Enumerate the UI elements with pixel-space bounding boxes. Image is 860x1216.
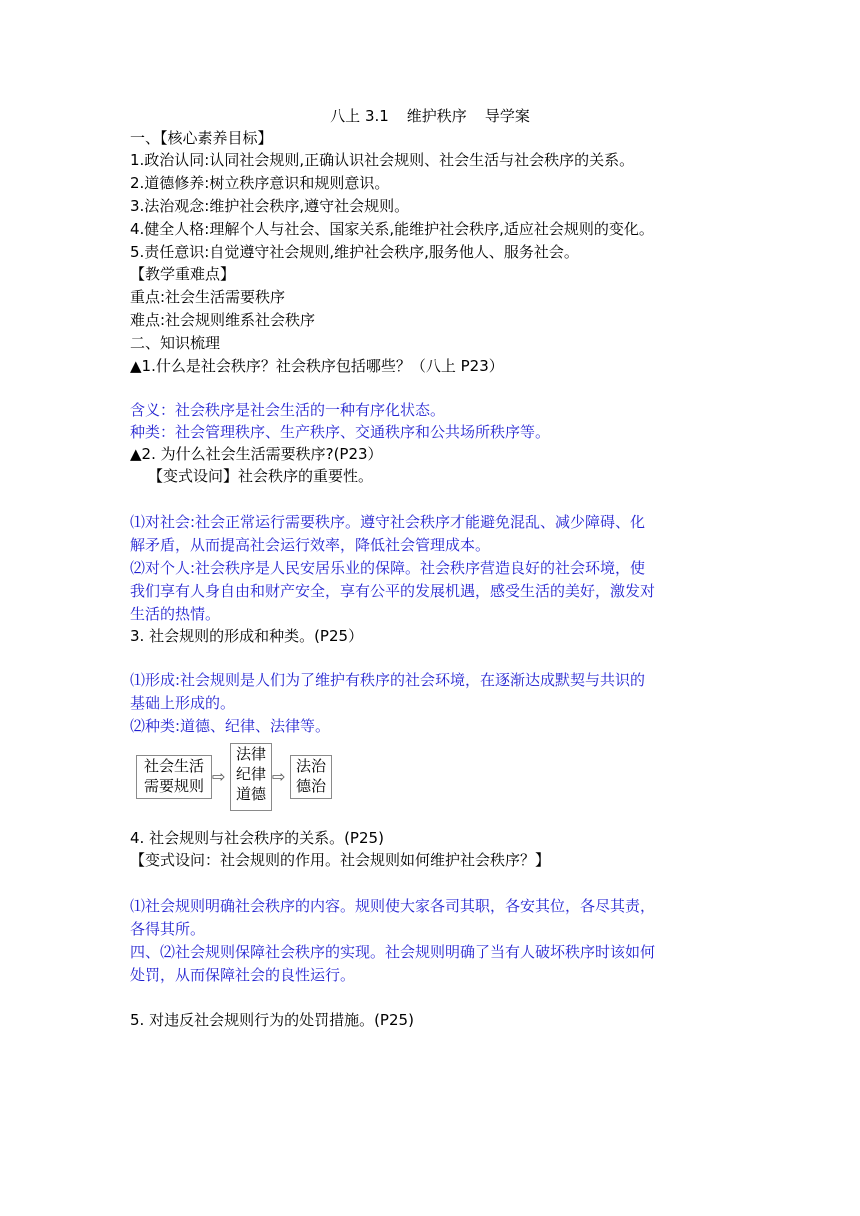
- goal-item: 5.责任意识:自觉遵守社会规则,维护社会秩序,服务他人、服务社会。: [130, 243, 579, 261]
- document-title: [0, 106, 860, 126]
- q3-answer: ⑴形成:社会规则是人们为了维护有秩序的社会环境，在逐渐达成默契与共识的: [130, 671, 646, 689]
- goal-item: 4.健全人格:理解个人与社会、国家关系,能维护社会秩序,适应社会规则的变化。: [130, 220, 654, 238]
- goal-item: 1.政治认同:认同社会规则,正确认识社会规则、社会生活与社会秩序的关系。: [130, 151, 635, 169]
- arrow-right-icon: ⇨: [212, 767, 226, 786]
- goal-item: 2.道德修养:树立秩序意识和规则意识。: [130, 174, 390, 192]
- title-code: 八上 3.1: [330, 107, 389, 125]
- section1-heading: 一、【核心素养目标】: [130, 129, 273, 147]
- q1-answer: 种类：社会管理秩序、生产秩序、交通秩序和公共场所秩序等。: [130, 423, 551, 441]
- q1-answer: 含义：社会秩序是社会生活的一种有序化状态。: [130, 401, 446, 419]
- q4-answer: 四、⑵社会规则保障社会秩序的实现。社会规则明确了当有人破坏秩序时该如何: [130, 943, 656, 961]
- q4-answer: 各得其所。: [130, 920, 206, 938]
- q3-answer: 基础上形成的。: [130, 694, 236, 712]
- diagram-box-rules-needed: 社会生活 需要规则: [136, 755, 212, 799]
- q1-question: ▲1.什么是社会秩序？社会秩序包括哪些？（八上 P23）: [130, 357, 504, 375]
- q4-answer: 处罚，从而保障社会的良性运行。: [130, 966, 356, 984]
- q2-variant: 【变式设问】社会秩序的重要性。: [148, 467, 374, 485]
- q3-question: 3. 社会规则的形成和种类。(P25）: [130, 627, 364, 645]
- q4-question: 4. 社会规则与社会秩序的关系。(P25): [130, 829, 384, 847]
- q2-answer: 生活的热情。: [130, 605, 221, 623]
- q4-variant: 【变式设问：社会规则的作用。社会规则如何维护社会秩序？】: [130, 851, 551, 869]
- q2-question: ▲2. 为什么社会生活需要秩序?(P23）: [130, 445, 383, 463]
- keypoints-focus: 重点:社会生活需要秩序: [130, 288, 286, 306]
- keypoints-difficulty: 难点:社会规则维系社会秩序: [130, 311, 316, 329]
- title-topic: 维护秩序: [406, 107, 467, 125]
- q5-question: 5. 对违反社会规则行为的处罚措施。(P25): [130, 1011, 414, 1029]
- arrow-right-icon: ⇨: [272, 767, 286, 786]
- title-kind: 导学案: [484, 107, 530, 125]
- diagram-box-rule-types: 法律 纪律 道德: [230, 743, 272, 811]
- goal-item: 3.法治观念:维护社会秩序,遵守社会规则。: [130, 197, 410, 215]
- keypoints-heading: 【教学重难点】: [130, 265, 236, 283]
- q2-answer: ⑴对社会:社会正常运行需要秩序。遵守社会秩序才能避免混乱、减少障碍、化: [130, 513, 646, 531]
- section2-heading: 二、知识梳理: [130, 334, 221, 352]
- rules-diagram: [136, 743, 336, 807]
- q2-answer: 我们享有人身自由和财产安全，享有公平的发展机遇，感受生活的美好，激发对: [130, 582, 656, 600]
- diagram-box-governance: 法治 德治: [290, 755, 332, 799]
- q3-answer: ⑵种类:道德、纪律、法律等。: [130, 717, 331, 735]
- q4-answer: ⑴社会规则明确社会秩序的内容。规则使大家各司其职，各安其位，各尽其责，: [130, 897, 656, 915]
- q2-answer: ⑵对个人:社会秩序是人民安居乐业的保障。社会秩序营造良好的社会环境，使: [130, 559, 646, 577]
- q2-answer: 解矛盾，从而提高社会运行效率，降低社会管理成本。: [130, 536, 491, 554]
